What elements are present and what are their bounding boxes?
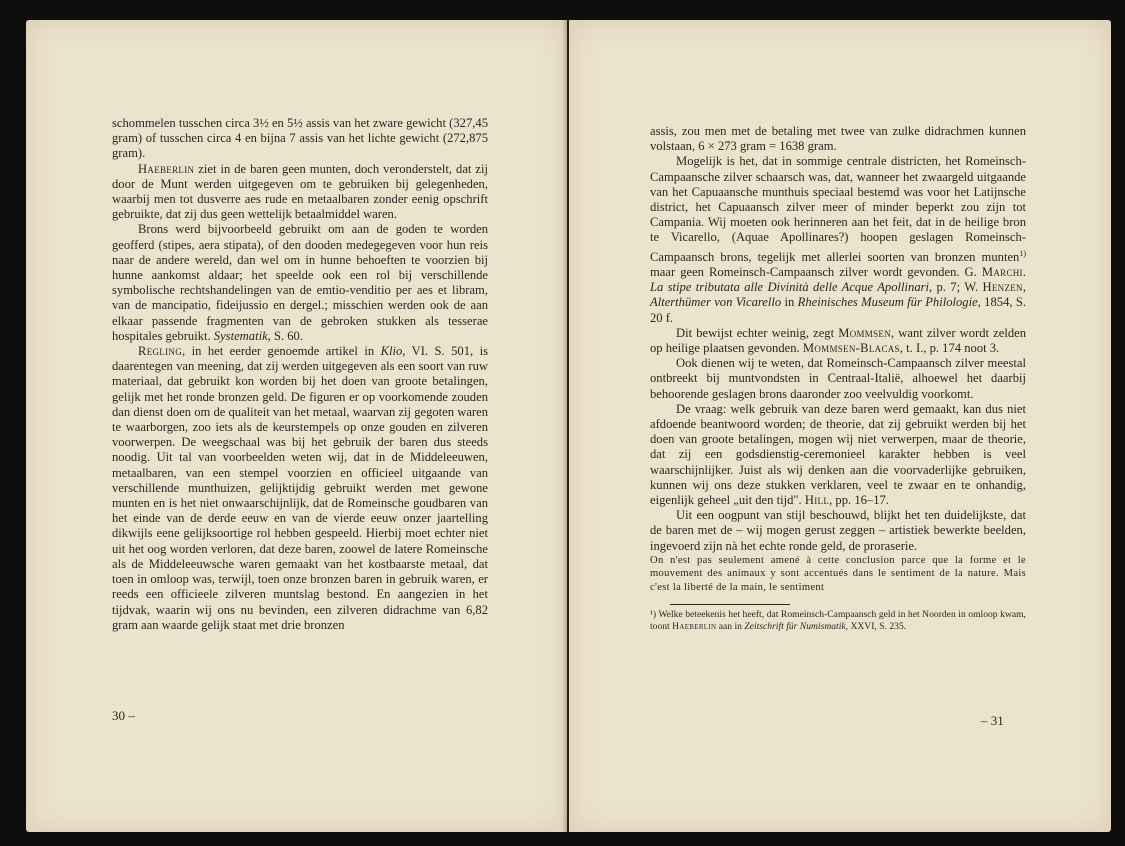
page-number: – 31 (981, 713, 1004, 728)
paragraph: schommelen tusschen circa 3½ en 5½ assis van het zware gewicht (327,45 gram) of tusschen circa 4 en bijna 7 assis van het lichte gewicht (272,875 gram). (112, 116, 488, 161)
paragraph: Uit een oogpunt van stijl beschouwd, blijkt het ten duidelijkste, dat de baren met de – wij mogen gerust zeggen – artistiek bewerkte beelden, ingevoerd zijn nà het echte ronde geld, de proraserie. (650, 508, 1026, 553)
french-quote: On n'est pas seulement amené à cette conclusion parce que la forme et le mouvement des animaux y sont accentués dans le sentiment de la nature. Mais c'est la liberté de la main, le sentiment (650, 554, 1026, 593)
journal-title: Klio (380, 344, 403, 359)
reference-title: Alterthümer von Vicarello (650, 295, 782, 310)
author-name: Haeberlin (138, 161, 195, 176)
right-page (569, 20, 1111, 832)
author-name: Haeberlin (672, 620, 717, 632)
author-name: Hill (804, 493, 830, 508)
author-name: Marchi (981, 265, 1023, 280)
author-name: Regling (138, 344, 182, 359)
paragraph: Mogelijk is het, dat in sommige centrale districten, het Romeinsch-Campaansche zilver schaarsch was, dat, wanneer het zwaargeld uitgaande van het Capuaansche munthuis speciaal bestemd was voor het Latijnsche district, het Capuaansch zilver meer of minder beperkt zou zijn tot Campania. Wij moeten ook herinneren aan het feit, dat in de heilige bron te Vicarello, (Aquae Apollinares?) hoopen geslagen Romeinsch-Campaansch brons, tegelijk met allerlei soorten van bronzen munten$^{1)}$ maar geen Romeinsch-Campaansch zilver wordt gevonden. G. Marchi. La stipe tributata alle Divinità delle Acque Apollinari, p. 7; W. Henzen, Alterthümer von Vicarello in Rheinisches Museum für Philologie, 1854, S. 20 f. (650, 154, 1027, 325)
journal-title: Rheinisches Museum für Philologie (797, 295, 978, 310)
footnote-rule (670, 604, 790, 605)
author-name: Mommsen-Blacas (802, 341, 900, 356)
paragraph: Dit bewijst echter weinig, zegt Mommsen, want zilver wordt zelden op heilige plaatsen gevonden. Mommsen-Blacas, t. I., p. 174 noot 3. (650, 325, 1027, 356)
journal-title: Zeitschrift für Numismatik (744, 620, 846, 632)
paragraph: De vraag: welk gebruik van deze baren werd gemaakt, kan dus niet afdoende beantwoord worden; de theorie, dat zij gebruikt werden bij het doen van groote betalingen, mogen wij niet verwerpen, maar de theorie, dat zij een godsdienstig-ceremonieel karakter hebben is veel waarschijnlijker. Juist als wij denken aan die voorvaderlijke gebruiken, kunnen wij ons deze stukken verklaren, veel te zwaar en te onhandig, eigenlijk geheel „uit den tijd". Hill, pp. 16–17. (650, 401, 1026, 508)
paragraph: Haeberlin ziet in de baren geen munten, doch veronderstelt, dat zij door de Munt werden uitgegeven om te gebruiken bij gelegenheden, waarbij men tot dusverre aes rude en metaalbaren zonder eenig opschrift gebruikte, dat zij dus geen wettelijk betaalmiddel waren. (112, 161, 488, 222)
author-name: Henzen (982, 280, 1023, 295)
paragraph: assis, zou men met de betaling met twee van zulke didrachmen kunnen volstaan, 6 × 273 gram = 1638 gram. (650, 124, 1026, 154)
paragraph: Brons werd bijvoorbeeld gebruikt om aan de goden te worden geofferd (stipes, aera stipata), of den dooden medegegeven voor hun reis naar de andere wereld, dan wel om in hunne behoeften te voorzien bij hunne aankomst aldaar; het speelde ook een rol bij verschillende symbolische rechtshandelingen van de emtio-venditio per aes et libram, van de mancipatio, fideijussio en dergel.; misschien werden ook de aan elkaar passende fragmenten van de gebroken stukken als tesserae hospitales gebruikt. Systematik, S. 60. (112, 222, 488, 343)
author-name: Mommsen (838, 325, 892, 340)
reference-title: Systematik (213, 328, 268, 343)
reference-title: La stipe tributata alle Divinità delle Acque Apollinari (650, 280, 930, 295)
page-number: 30 – (112, 708, 135, 723)
right-page-body (650, 124, 1026, 633)
left-page (26, 20, 567, 832)
left-page-body (112, 116, 488, 633)
footnote-marker: 1) (1019, 248, 1026, 258)
paragraph: Regling, in het eerder genoemde artikel in Klio, VI. S. 501, is daarentegen van meening, dat zij werden uitgegeven als een soort van ruw materiaal, dat gebruikt kon worden bij het doen van groote betalingen, gelijk met het ronde bronzen geld. De figuren er op voorkomende zouden dan dienst doen om de qualiteit van het metaal, waarvan zij gegoten waren te waarborgen, zoo iets als de keurstempels op onze gouden en zilveren voorwerpen. De weegschaal was bij het gebruik der baren dus steeds noodig. Uit tal van voorbeelden weten wij, dat in de Middeleeuwen, metaalbaren, van een stempel voorzien en officieel uitgaande van verschillende munthuizen, gelijktijdig gebruikt werden met gewone munten en is het niet onwaarschijnlijk, dat de Romeinsche goudbaren van het einde van de derde eeuw en van de vierde eeuw onzer jaartelling dikwijls eene gelijksoortige rol hebben gespeeld. Hierbij moet echter niet uit het oog worden verloren, dat deze baren, zoowel de latere Romeinsche als de Middeleeuwsche waren gemaakt van het kostbaarste metaal, dat toen in omloop was, terwijl, toen onze bronzen baren in gebruik waren, er reeds een officieele zilveren muntslag bestond. En aangezien in het tijdvak, waarin wij ons nu bevinden, een zilveren didrachme van 6,82 gram aan waarde gelijk staat met drie bronzen (112, 344, 488, 632)
paragraph: Ook dienen wij te weten, dat Romeinsch-Campaansch zilver meestal ontbreekt bij muntvondsten in Centraal-Italië, alhoewel het daarbij behoorende geslagen brons daaronder zoo veelvuldig voorkomt. (650, 356, 1026, 401)
footnote: ¹) Welke beteekenis het heeft, dat Romeinsch-Campaansch geld in het Noorden in omloop kwam, toont Haeberlin aan in Zeitschrift für Numismatik, XXVI, S. 235. (650, 609, 1026, 632)
